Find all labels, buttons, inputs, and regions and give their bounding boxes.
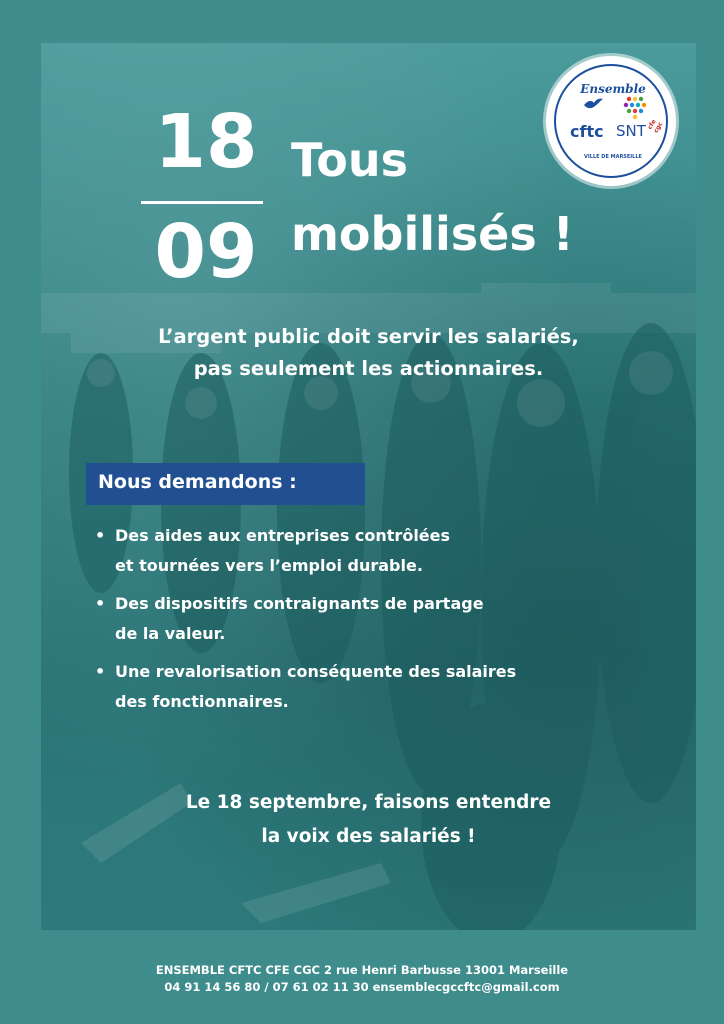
demands-list — [95, 521, 675, 725]
date-divider — [141, 201, 263, 204]
demand-line: Une revalorisation conséquente des salaires — [115, 662, 517, 681]
lead-line-2: pas seulement les actionnaires. — [193, 357, 544, 380]
closing-line-1: Le 18 septembre, faisons entendre — [185, 792, 552, 813]
demand-line: de la valeur. — [115, 624, 226, 643]
date-day: 18 — [154, 99, 258, 185]
logo-brand-text: Ensemble — [580, 82, 646, 96]
demand-line: et tournées vers l’emploi durable. — [115, 556, 423, 575]
footer-phone-email: 04 91 14 56 80 / 07 61 02 11 30 ensemblecgccftc@gmail.com — [164, 980, 560, 994]
closing-text — [41, 786, 696, 854]
logo-snt-text: SNT — [616, 122, 646, 140]
headline — [291, 123, 621, 271]
demands-title: Nous demandons : — [98, 471, 297, 493]
lead-text — [41, 321, 696, 385]
date-month: 09 — [154, 209, 258, 295]
headline-line-2: mobilisés ! — [291, 207, 574, 261]
logo-city-text: VILLE DE MARSEILLE — [584, 154, 642, 160]
snt-dots-icon — [622, 94, 648, 120]
closing-line-2: la voix des salariés ! — [261, 826, 476, 847]
bullet: • — [95, 526, 106, 545]
poster — [41, 43, 696, 930]
demand-line: Des dispositifs contraignants de partage — [115, 594, 484, 613]
bullet: • — [95, 594, 106, 613]
demand-item — [95, 589, 675, 649]
bullet: • — [95, 662, 106, 681]
lead-line-1: L’argent public doit servir les salariés, — [158, 325, 579, 348]
logo-cftc-text: cftc — [570, 122, 604, 141]
footer-contact — [0, 962, 724, 996]
demands-title-box — [86, 463, 365, 505]
demand-line: Des aides aux entreprises contrôlées — [115, 526, 451, 545]
footer-address: ENSEMBLE CFTC CFE CGC 2 rue Henri Barbusse 13001 Marseille — [155, 963, 569, 977]
dove-icon — [582, 96, 604, 112]
headline-line-1: Tous — [291, 133, 408, 187]
demand-item — [95, 521, 675, 581]
demand-item — [95, 657, 675, 717]
demand-line: des fonctionnaires. — [115, 692, 289, 711]
logo-cfe-cgc-text: cfe cgc — [646, 118, 665, 135]
